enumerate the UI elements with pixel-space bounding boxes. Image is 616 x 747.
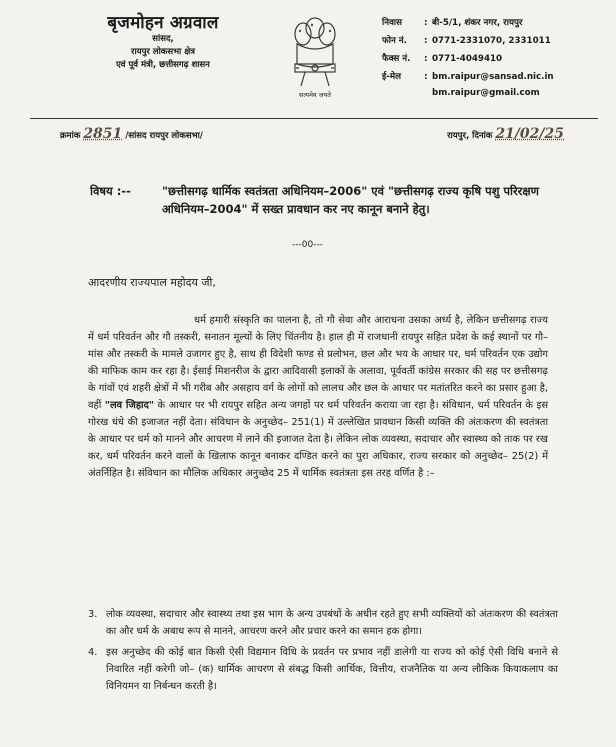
sender-designation: सांसद, <box>152 34 174 44</box>
sender-name: बृजमोहन अग्रवाल <box>107 13 219 33</box>
subject-text: "छत्तीसगढ़ धार्मिक स्वतंत्रता अधिनियम–2006" एवं "छत्तीसगढ़ राज्य कृषि पशु परिरक्षण अधिनियम–2004" में सख्त प्रावधान कर नए कानून बनाने हेतु। <box>162 184 539 216</box>
contact-key: फोन नं. <box>382 36 407 46</box>
contact-row-fax: फैक्स नं. : 0771-4049410 <box>382 50 612 68</box>
clause-item <box>88 606 558 640</box>
letterhead-left <box>58 10 268 72</box>
body-emphasis: "लव जिहाद" <box>104 400 155 411</box>
body-text-part1: धर्म हमारी संस्कृति का पालना है, तो गौ सेवा और आराधना उसका अर्ध्य है, लेकिन छत्तीसगढ़ राज्य में धर्म परिवर्तन और गौ तस्करी, सनातन मूल्यों के लिए चिंतनीय है। हाल ही में राजधानी रायपुर सहित प्रदेश के कई स्थानों पर गौ–मांस और तस्करी के मामले उजागर हुए है, साथ ही विदेशी फण्ड से प्रलोभन, छल और भय के आधार पर, धर्म परिवर्तन एक उद्योग की माफिक काम कर रहा है। ईसाई मिशनरीज के द्वारा आदिवासी इलाकों के अलावा, पूर्ववर्ती कांग्रेस सरकार की सह पर छत्तीसगढ़ के गांवों एवं शहरी क्षेत्रों में भी गरीब और असहाय वर्ग के लोगों को लालच और छल के आधार पर मतांतरित करने का प्रसार हुआ है, वहीं <box>88 315 548 411</box>
letterhead-divider <box>30 118 598 119</box>
body-paragraph <box>88 312 548 482</box>
contact-row-email2 <box>382 86 612 100</box>
clause-number: 4. <box>88 647 98 658</box>
date-value: 21/02/25 <box>495 126 564 142</box>
emblem-motto: सत्यमेव जयते <box>299 91 331 99</box>
salutation: आदरणीय राज्यपाल महोदय जी, <box>88 276 216 289</box>
reference-number <box>60 126 203 142</box>
clause-text: इस अनुच्छेद की कोई बात किसी ऐसी विद्यमान विधि के प्रवर्तन पर प्रभाव नहीं डालेगी या राज्य को कोई ऐसी विधि बनाने से निवारित नहीं करेगी जो– (क) धार्मिक आचरण से संबद्ध किसी आर्थिक, वित्तीय, राजनैतिक या अन्य लौकिक कियाकलाप का विनियमन या निर्बन्धन करती है। <box>106 647 558 692</box>
subject-line <box>90 182 560 218</box>
body-text-part2: के आधार पर भी रायपुर सहित अन्य जगहों पर धर्म परिवर्तन कराया जा रहा है। संविधान, धर्म परिवर्तन के इस गोरख धंधे की इजाजत नहीं देता। संविधान के अनुच्छेद– 251(1) में उल्लेखित प्रावधान किसी व्यक्ति की अंतःकरण की स्वतंत्रता के आधार पर धर्म को मानने और आचरण में लाने की इजाजत देता है। लेकिन लोक व्यवस्था, सदाचार और स्वास्थ्य को ताक पर रख कर, धर्म परिवर्तन करने वालों के खिलाफ कानून बनाकर दण्डित करने का पुरा अधिकार, राज्य सरकार को अनुच्छेद– 25(2) में अंतर्निहित है। संविधान का मौलिक अधिकार अनुच्छेद 25 में धार्मिक स्वतंत्रता इस तरह वर्णित है :– <box>88 400 549 479</box>
contact-key: ई-मेल <box>382 72 401 82</box>
sender-constituency: रायपुर लोकसभा क्षेत्र <box>130 47 196 57</box>
contact-row-email: ई-मेल : bm.raipur@sansad.nic.in <box>382 68 612 86</box>
contact-value: 0771-2331070, 2331011 <box>432 36 551 46</box>
contact-key: निवास <box>382 18 403 28</box>
date-label: रायपुर, दिनांक <box>447 131 493 141</box>
subject-label: विषय :-- <box>90 184 131 198</box>
contact-value: बी-5/1, शंकर नगर, रायपुर <box>432 18 523 28</box>
reference-prefix: क्रमांक <box>60 131 81 141</box>
contact-row-phone: फोन नं. : 0771-2331070, 2331011 <box>382 32 612 50</box>
contact-key: फैक्स नं. <box>382 54 411 64</box>
clause-text: लोक व्यवस्था, सदाचार और स्वास्थ्य तथा इस भाग के अन्य उपबंधों के अधीन रहते हुए सभी व्यक्तियों को अंतःकरण की स्वतंत्रता का और धर्म के अबाध रूप से मानने, आचरण करने और प्रचार करने का समान हक होगा। <box>106 609 558 637</box>
contact-email-secondary[interactable]: bm.raipur@gmail.com <box>432 88 540 98</box>
constitution-clauses <box>88 606 558 699</box>
subject-separator: ---00--- <box>292 240 323 250</box>
reference-suffix: /सांसद रायपुर लोकसभा/ <box>125 131 203 141</box>
letter-date <box>447 126 564 142</box>
contact-value: 0771-4049410 <box>432 54 503 64</box>
national-emblem-icon <box>285 10 345 100</box>
clause-item <box>88 644 558 695</box>
reference-number-value: 2851 <box>83 126 123 142</box>
contact-row-residence: निवास : बी-5/1, शंकर नगर, रायपुर <box>382 14 612 32</box>
letterhead-contact <box>382 14 612 100</box>
sender-former-post: एवं पूर्व मंत्री, छत्तीसगढ़ शासन <box>116 60 210 70</box>
clause-number: 3. <box>88 609 98 620</box>
contact-value[interactable]: bm.raipur@sansad.nic.in <box>432 72 554 82</box>
